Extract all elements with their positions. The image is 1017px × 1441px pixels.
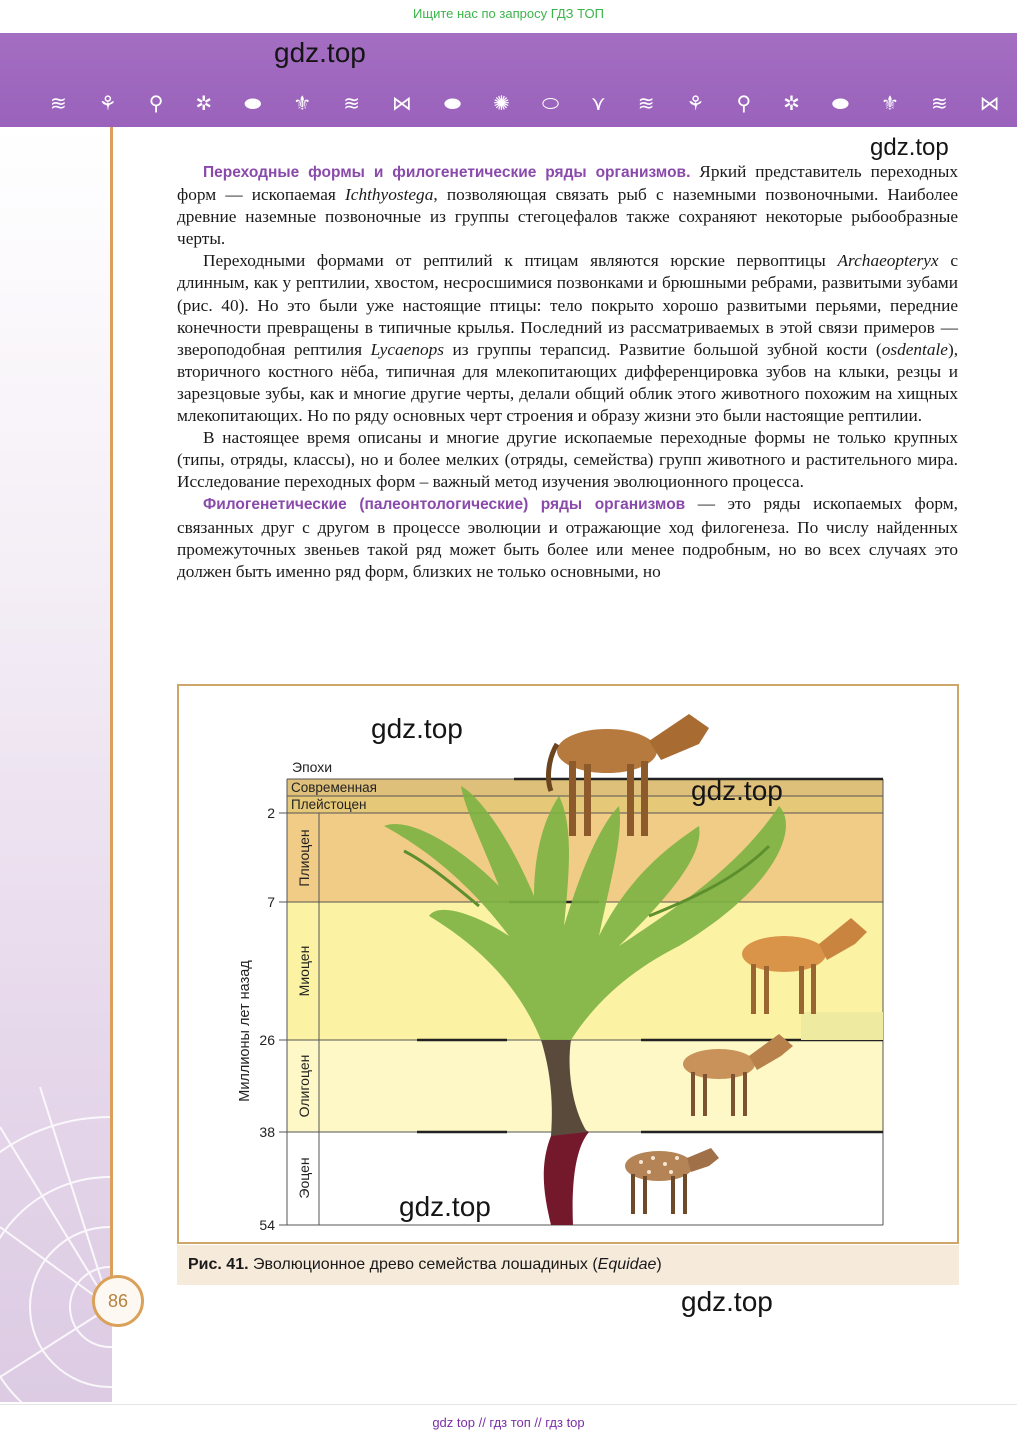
lion-icon: ⬭ <box>541 91 560 115</box>
epoch-band-eocene <box>287 1132 883 1225</box>
insect-icon: ✲ <box>783 91 800 115</box>
bison-icon: ⬬ <box>444 91 462 115</box>
watermark: gdz.top <box>399 1191 491 1222</box>
epochs-header: Эпохи <box>292 759 333 775</box>
evolution-tree-diagram <box>179 686 957 1242</box>
deer-icon: ⚜ <box>293 91 312 115</box>
tick-label: 26 <box>259 1032 275 1048</box>
figure-horse-evolution <box>177 684 959 1244</box>
fish-icon: ≋ <box>50 91 67 115</box>
bird-icon: ⋎ <box>591 91 606 115</box>
section-heading: Переходные формы и филогенетические ряды организмов. <box>203 164 691 181</box>
epoch-label-oligocene: Олигоцен <box>296 1054 312 1118</box>
boar-icon: ⬬ <box>244 91 262 115</box>
butterfly-icon: ⋈ <box>392 91 413 115</box>
fish-icon: ≋ <box>930 91 948 115</box>
epoch-label-modern: Современная <box>291 780 377 795</box>
margin-rule <box>110 127 113 1277</box>
boar-icon: ⬬ <box>831 91 849 115</box>
paragraph: Филогенетические (палеонтологические) ряды организмов — это ряды ископаемых форм, связанных друг с другом в процессе эволюции и отражающие ход филогенеза. По числу найденных промежуточных звеньев такой ряд может быть более или менее подробным, но во всех случаях это должен быть именно ряд форм, близких не только основными, но <box>177 494 958 581</box>
footer-links[interactable]: gdz top // гдз топ // гдз top <box>0 1404 1017 1441</box>
tick-label: 2 <box>267 805 275 821</box>
epoch-label-miocene: Миоцен <box>296 945 312 997</box>
animal-icon-row <box>50 88 1000 118</box>
page-number: 86 <box>92 1275 144 1327</box>
y-axis-label: Миллионы лет назад <box>237 960 253 1102</box>
epoch-label-pleistocene: Плейстоцен <box>291 797 367 812</box>
lizard-icon: ⚘ <box>686 91 705 115</box>
fish-icon: ≋ <box>343 91 361 115</box>
spiral-ornament <box>0 127 112 1402</box>
section-heading: Филогенетические (палеонтологические) ряды организмов <box>203 496 686 514</box>
search-hint: Ищите нас по запросу ГДЗ ТОП <box>413 6 604 21</box>
bird-icon: ⚲ <box>736 91 752 115</box>
deer-icon: ⚜ <box>881 91 899 115</box>
page-header-band <box>0 33 1017 127</box>
butterfly-icon: ⋈ <box>979 91 1000 115</box>
tick-label: 38 <box>259 1124 275 1140</box>
insect-icon: ✲ <box>195 91 213 115</box>
watermark: gdz.top <box>870 134 949 161</box>
paragraph: В настоящее время описаны и многие другие ископаемые переходные формы не только крупных (типы, отряды, классы), но и более мелких (отряды, семейства) групп животного и растительного мира. Исследование переходных форм – важный метод изучения эволюционного процесса. <box>177 428 958 492</box>
bird-icon: ⚲ <box>148 91 164 115</box>
body-text <box>177 161 958 583</box>
epoch-label-eocene: Эоцен <box>296 1157 312 1199</box>
figure-caption: Рис. 41. Эволюционное древо семейства лошадиных (Equidae) <box>177 1245 959 1285</box>
crab-icon: ✺ <box>493 91 510 115</box>
watermark: gdz.top <box>274 37 366 68</box>
epoch-label-pliocene: Плиоцен <box>296 829 312 887</box>
watermark: gdz.top <box>371 713 463 744</box>
watermark: gdz.top <box>691 775 783 806</box>
watermark: gdz.top <box>681 1286 773 1317</box>
paragraph: Переходными формами от рептилий к птицам являются юрские первоптицы Archaeopteryx с длинным, как у рептилии, хвостом, несросшимися позвонками и брюшными ребрами, развитыми зубами (рис. 40). Но это были уже настоящие птицы: тело покрыто хорошо развитыми перьями, передние конечности превращены в типичные крылья. Последний из рассматриваемых в этой связи примеров — звероподобная рептилия Lycaenops из группы терапсид. Развитие большой зубной кости (osdentale), вторичного костного нёба, типичная для млекопитающих дифференцировка зубов на клыки, резцы и зарезцовые зубы, как и многие другие черты, делали общий облик этого животного похожим на хищных млекопитающих. Но по ряду основных черт строения и образу жизни это были настоящие рептилии. <box>177 251 959 426</box>
tick-label: 54 <box>259 1217 275 1233</box>
paragraph: Переходные формы и филогенетические ряды организмов. Яркий представитель переходных форм — ископаемая Ichthyostega, позволяющая связать рыб с наземными позвоночными. Наиболее древние наземные позвоночные из группы стегоцефалов также сохраняют некоторые рыбообразные черты. <box>177 162 959 249</box>
epoch-band-oligocene <box>287 1040 883 1132</box>
tick-label: 7 <box>267 894 275 910</box>
fish-icon: ≋ <box>637 91 655 115</box>
lizard-icon: ⚘ <box>98 91 117 115</box>
left-decorative-margin <box>0 127 112 1402</box>
epoch-band-patch <box>801 1012 883 1040</box>
